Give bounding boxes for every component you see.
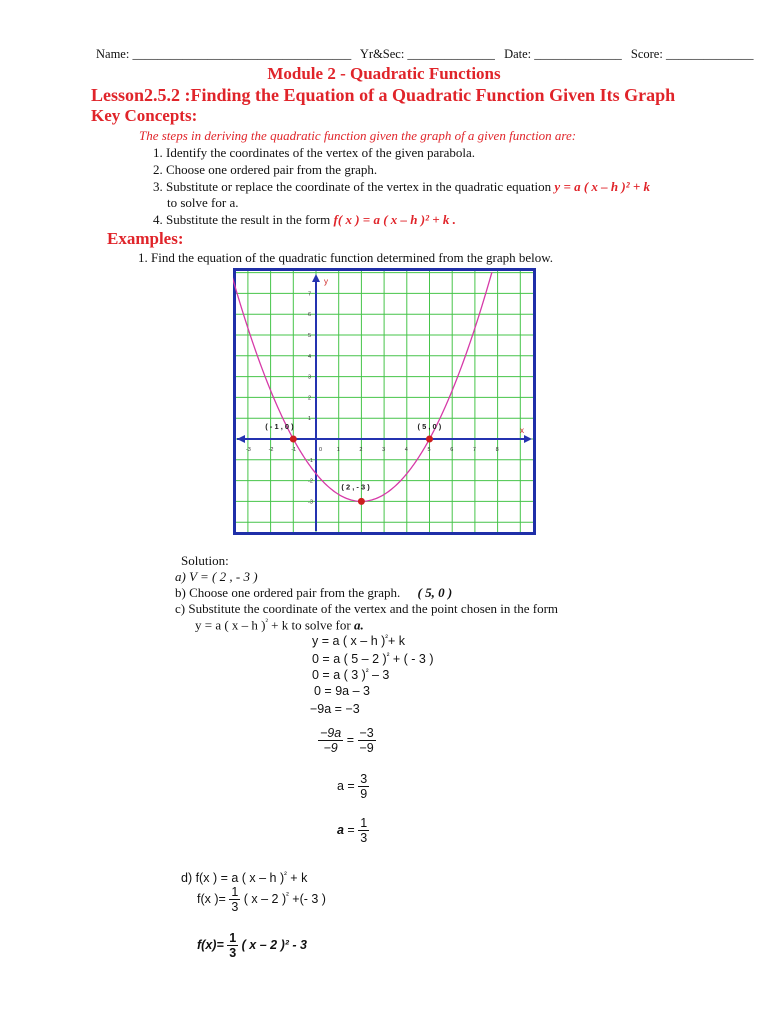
lhs-den: −9 <box>323 741 338 755</box>
lhs-fraction <box>318 726 343 755</box>
name-field: Name: ___________________________________ <box>96 47 352 61</box>
y-tick-label: 6 <box>308 312 312 319</box>
a-frac2 <box>358 816 369 845</box>
d3-num: 1 <box>229 931 237 945</box>
step-line-main: 0 = a ( 3 ) <box>312 668 366 683</box>
step-line-main: 0 = 9a – 3 <box>314 684 370 698</box>
solution-b <box>175 585 452 601</box>
x-axis-label: x <box>520 426 524 435</box>
point-label: ( - 1 , 0 ) <box>265 422 294 431</box>
solution-step-line <box>310 702 360 716</box>
x-tick-label: -2 <box>268 447 274 453</box>
point-label: ( 5 , 0 ) <box>417 422 442 431</box>
x-tick-label: 7 <box>472 447 476 453</box>
vertex-or-intercept-point <box>290 436 297 443</box>
step-1: 1. Identify the coordinates of the vertex of the given parabola. <box>153 145 475 160</box>
step-4-equation: f( x ) = a ( x – h )² + k . <box>333 212 456 227</box>
solution-b-text: b) Choose one ordered pair from the graph. <box>175 585 401 600</box>
a-frac2-num: 1 <box>360 816 368 830</box>
solution-step-line <box>312 633 405 648</box>
rhs-den: −9 <box>359 741 374 755</box>
a-frac2-eq: = <box>343 822 359 837</box>
a-frac2-den: 3 <box>360 831 368 845</box>
step-4-text: 4. Substitute the result in the form <box>153 212 331 227</box>
lesson-title: Lesson2.5.2 :Finding the Equation of a Quadratic Function Given Its Graph <box>91 85 676 105</box>
step-3-equation: y = a ( x – h )² + k <box>554 179 651 194</box>
a-frac1 <box>358 772 369 801</box>
example-1-problem: 1. Find the equation of the quadratic function determined from the graph below. <box>138 250 554 265</box>
d1-square: ² <box>284 870 287 879</box>
d3-rhs: ( x – 2 )² - 3 <box>241 937 307 952</box>
step-4 <box>153 212 456 228</box>
c-form-var: a. <box>353 617 364 633</box>
a-frac1-lhs: a = <box>337 778 355 793</box>
x-tick-label: 0 <box>319 447 323 453</box>
a-equals-3-over-9 <box>337 772 369 801</box>
x-tick-label: 6 <box>450 447 454 453</box>
rhs-num: −3 <box>359 726 374 740</box>
solution-step-line <box>312 651 433 666</box>
step-line-rest: – 3 <box>368 668 390 683</box>
solution-step-line <box>314 684 370 698</box>
x-tick-label: 5 <box>427 447 431 453</box>
y-tick-label: -1 <box>308 457 313 464</box>
d2-frac <box>229 885 240 914</box>
solution-a: a) V = ( 2 , - 3 ) <box>175 569 258 584</box>
parabola-graph <box>233 268 536 535</box>
rhs-fraction <box>358 726 376 755</box>
x-tick-label: 2 <box>359 447 363 453</box>
step-line-rest: + ( - 3 ) <box>389 652 434 667</box>
module-title: Module 2 - Quadratic Functions <box>267 64 501 83</box>
d2-rhs-b: +(- 3 ) <box>288 891 326 906</box>
y-tick-label: 7 <box>308 291 312 298</box>
d3-lhs: f(x)= <box>197 937 224 952</box>
vertex-or-intercept-point <box>358 498 365 505</box>
x-tick-label: -3 <box>245 447 251 453</box>
c-form-square: ² <box>265 617 268 626</box>
d2-lhs: f(x )= <box>197 891 226 906</box>
d3-frac <box>227 931 238 960</box>
d1-b: + k <box>286 871 308 886</box>
y-axis-label: y <box>324 277 328 286</box>
y-tick-label: 3 <box>308 374 312 381</box>
solution-d-line2 <box>197 885 326 914</box>
c-form-b: + k to solve for <box>271 617 351 633</box>
step-line-main: 0 = a ( 5 – 2 ) <box>312 652 387 667</box>
yrsec-field: Yr&Sec: ______________ <box>359 47 495 61</box>
y-tick-label: 1 <box>308 416 312 423</box>
x-tick-label: 3 <box>382 447 386 453</box>
d2-square: ² <box>286 890 289 900</box>
a-equals-1-over-3 <box>337 816 369 845</box>
x-tick-label: 8 <box>495 447 499 453</box>
vertex-or-intercept-point <box>426 436 433 443</box>
step-3-continued: to solve for a. <box>167 195 239 210</box>
solution-step-line <box>312 667 389 682</box>
x-tick-label: -1 <box>291 447 297 453</box>
a-frac1-den: 9 <box>360 787 368 801</box>
step-line-square: ² <box>385 633 388 642</box>
step-line-square: ² <box>386 651 390 660</box>
step-2: 2. Choose one ordered pair from the graph. <box>153 162 378 177</box>
step-line-rest: + k <box>387 634 405 649</box>
y-tick-label: -2 <box>308 478 313 485</box>
examples-heading: Examples: <box>107 229 184 248</box>
step-line-main: −9a = −3 <box>310 702 360 716</box>
d1-a: d) f(x ) = a ( x – h ) <box>181 871 285 886</box>
solution-c: c) Substitute the coordinate of the vertex and the point chosen in the form <box>175 601 559 616</box>
a-frac1-num: 3 <box>360 772 368 786</box>
date-field: Date: ______________ <box>504 47 622 61</box>
step-line-main: y = a ( x – h ) <box>312 634 386 649</box>
y-tick-label: 5 <box>308 333 312 339</box>
steps-intro: The steps in deriving the quadratic function given the graph of a given function are: <box>139 128 577 143</box>
solution-d-line1 <box>181 870 307 885</box>
worksheet-header <box>96 47 759 62</box>
x-tick-label: 4 <box>404 447 408 453</box>
key-concepts-heading: Key Concepts: <box>91 106 198 125</box>
solution-c-form <box>195 617 364 633</box>
step-3-text: 3. Substitute or replace the coordinate of the vertex in the quadratic equation <box>153 179 552 194</box>
score-field: Score: ______________ <box>630 47 754 61</box>
y-tick-label: -3 <box>308 499 313 506</box>
step-3 <box>153 179 650 195</box>
point-label: ( 2 , - 3 ) <box>341 482 370 492</box>
fraction-equation <box>318 726 376 755</box>
x-tick-label: 1 <box>336 447 340 453</box>
step-line-square: ² <box>365 667 369 676</box>
d3-den: 3 <box>229 946 237 960</box>
d2-rhs-a: ( x – 2 ) <box>243 891 287 906</box>
lhs-var: a <box>334 726 342 740</box>
solution-b-pair: ( 5, 0 ) <box>417 585 453 600</box>
d2-den: 3 <box>231 900 239 914</box>
y-tick-label: 4 <box>308 353 312 360</box>
a-frac2-lhs: a <box>337 822 344 837</box>
c-form-a: y = a ( x – h ) <box>195 617 266 633</box>
lhs-num: −9 <box>320 726 335 740</box>
y-tick-label: 2 <box>308 395 312 402</box>
solution-d-line3 <box>197 931 307 960</box>
solution-label: Solution: <box>181 553 229 568</box>
d2-num: 1 <box>231 885 239 899</box>
frac-eq-sign: = <box>346 732 355 747</box>
